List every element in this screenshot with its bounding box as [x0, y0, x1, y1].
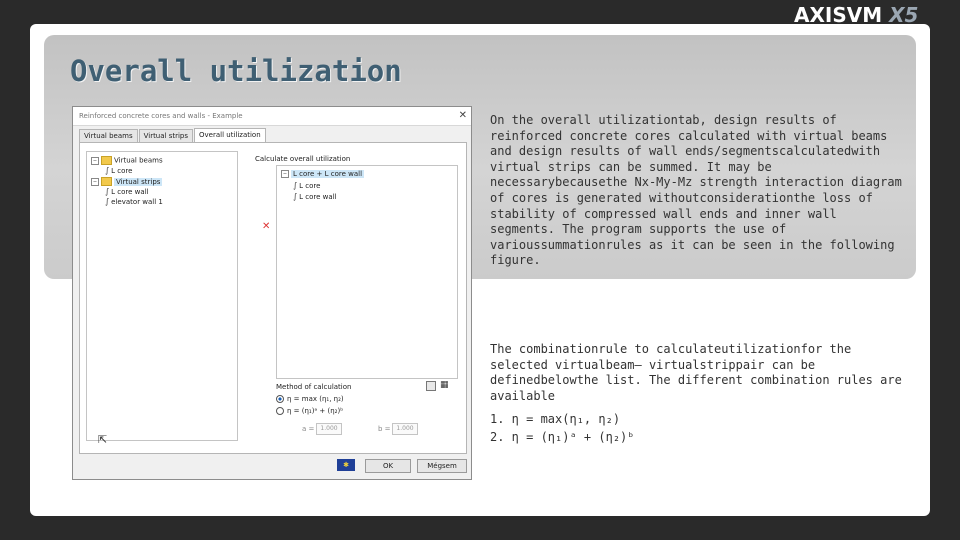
combo-pair[interactable]: − L core + L core wall: [282, 170, 363, 178]
remove-x-icon[interactable]: ✕: [262, 221, 271, 232]
a-label: a =: [302, 425, 315, 433]
strip-icon: ∫: [293, 192, 298, 201]
tree-node-virtual-strips[interactable]: − Virtual strips: [92, 177, 161, 186]
combination-list: [276, 165, 458, 379]
list-item: 2. η = (η₁)ᵃ + (η₂)ᵇ: [490, 430, 635, 444]
collapse-icon[interactable]: −: [282, 171, 288, 177]
mouse-cursor-icon: ⇱: [98, 433, 108, 446]
beam-icon: ∫: [105, 166, 110, 175]
strip-icon: ∫: [105, 197, 110, 206]
eu-flag-icon: ✱: [337, 459, 355, 471]
collapse-icon[interactable]: −: [92, 157, 98, 164]
method-power-sum-radio[interactable]: η = (η₁)ᵃ + (η₂)ᵇ: [276, 407, 343, 415]
tree-node-virtual-beams[interactable]: − Virtual beams: [92, 156, 163, 165]
description-paragraph: On the overall utilizationtab, design results of reinforced concrete cores calculated with virtual beams and design results of wall ends/segmentscalculatedwith virtual strips can be summed. It may be necessarybecausethe Nx-My-Mz strength interaction diagram of cores is generated withoutconsiderationthe loss of stability of compressed wall ends and inner wall segments. The program supports the use of varioussummationrules as it can be seen in the following figure.: [490, 113, 902, 268]
beam-icon: ∫: [293, 181, 298, 190]
tree-node-l-core-wall[interactable]: ∫ L core wall: [105, 187, 149, 196]
logo-main: AXISVM: [794, 3, 883, 27]
combo-item-l-core-wall[interactable]: ∫ L core wall: [293, 192, 337, 201]
tree-node-l-core[interactable]: ∫ L core: [105, 166, 133, 175]
dialog-title: Reinforced concrete cores and walls - Example: [79, 112, 243, 120]
dialog-titlebar: [73, 107, 471, 126]
b-input[interactable]: 1.000: [392, 423, 418, 435]
ok-button[interactable]: OK: [365, 459, 411, 473]
list-item: 1. η = max(η₁, η₂): [490, 412, 621, 426]
a-input[interactable]: 1.000: [316, 423, 342, 435]
logo-version: X5: [889, 3, 919, 27]
document-icon[interactable]: [426, 381, 436, 391]
close-icon[interactable]: ✕: [458, 110, 467, 121]
combination-paragraph: The combinationrule to calculateutilizationfor the selected virtualbeam– virtualstrippair can be definedbelowthe list. The different combination rules are available: [490, 342, 902, 403]
collapse-icon[interactable]: −: [92, 178, 98, 185]
radio-button[interactable]: [276, 407, 284, 415]
radio-button[interactable]: [276, 395, 284, 403]
combo-item-l-core[interactable]: ∫ L core: [293, 181, 321, 190]
overall-utilization-panel: [79, 142, 467, 454]
element-tree: [86, 151, 238, 441]
calc-heading: Calculate overall utilization: [255, 155, 351, 163]
tree-node-elevator-wall[interactable]: ∫ elevator wall 1: [105, 197, 163, 206]
table-icon[interactable]: ▦: [440, 380, 449, 390]
method-label: Method of calculation: [276, 383, 352, 391]
method-max-radio[interactable]: η = max (η₁, η₂): [276, 395, 344, 403]
combination-rules-list: [490, 410, 635, 446]
folder-icon: [101, 156, 112, 165]
strip-icon: ∫: [105, 187, 110, 196]
tab-virtual-strips[interactable]: Virtual strips: [139, 129, 193, 142]
tab-overall-utilization[interactable]: Overall utilization: [194, 128, 266, 142]
cancel-button[interactable]: Mégsem: [417, 459, 467, 473]
axisvm-logo: [794, 2, 918, 26]
b-label: b =: [378, 425, 391, 433]
dialog-tabs: [79, 129, 267, 142]
utilization-dialog: [72, 106, 472, 480]
slide-title: Overall utilization: [70, 54, 402, 88]
folder-icon: [101, 177, 112, 186]
tab-virtual-beams[interactable]: Virtual beams: [79, 129, 138, 142]
